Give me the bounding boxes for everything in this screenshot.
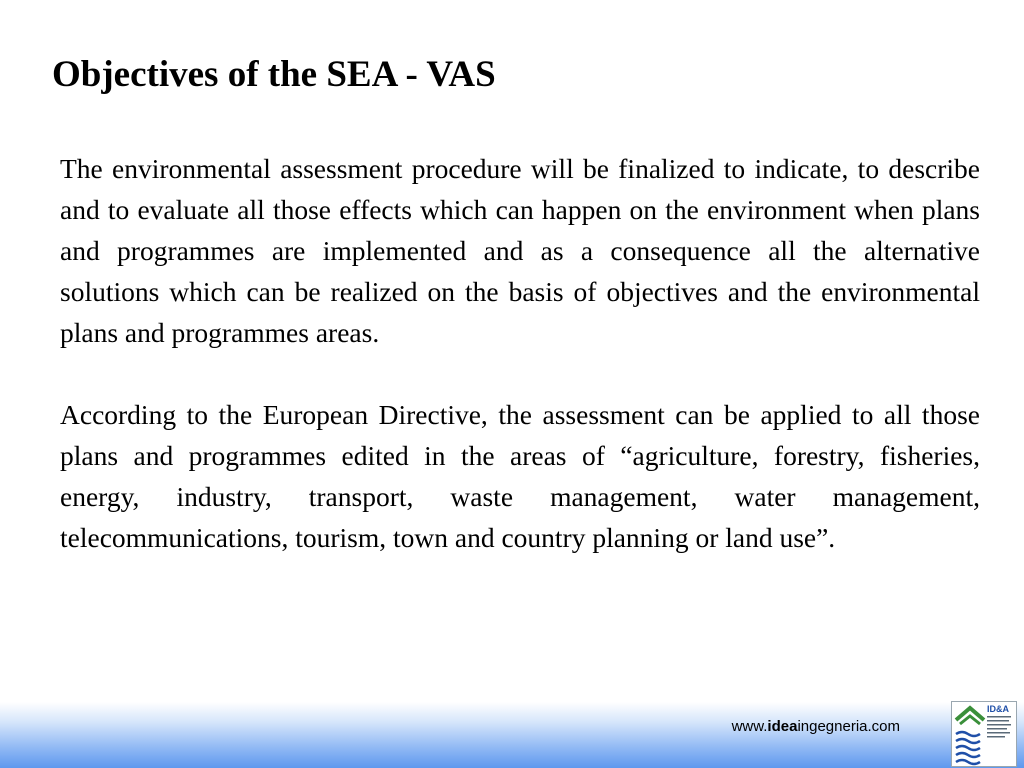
slide-body <box>60 148 980 599</box>
website-bold: idea <box>767 718 798 735</box>
body-paragraph-1: The environmental assessment procedure will be finalized to indicate, to describe and to evaluate all those effects which can happen on the environment when plans and programmes are implemented and as a consequence all the alternative solutions which can be realized on the basis of objectives and the environmental plans and programmes areas. <box>60 153 980 348</box>
company-logo <box>951 701 1017 767</box>
website-suffix: ingegneria.com <box>797 718 900 735</box>
website-url[interactable] <box>732 718 900 736</box>
logo-text: ID&A <box>987 704 1009 714</box>
body-paragraph-2: According to the European Directive, the assessment can be applied to all those plans and programmes edited in the areas of “agriculture, forestry, fisheries, energy, industry, transport, waste management, water management, telecommunications, tourism, town and country planning or land use”. <box>60 399 980 553</box>
slide-title: Objectives of the SEA - VAS <box>52 54 496 95</box>
logo-icon <box>952 702 1016 766</box>
website-prefix: www. <box>731 718 768 735</box>
